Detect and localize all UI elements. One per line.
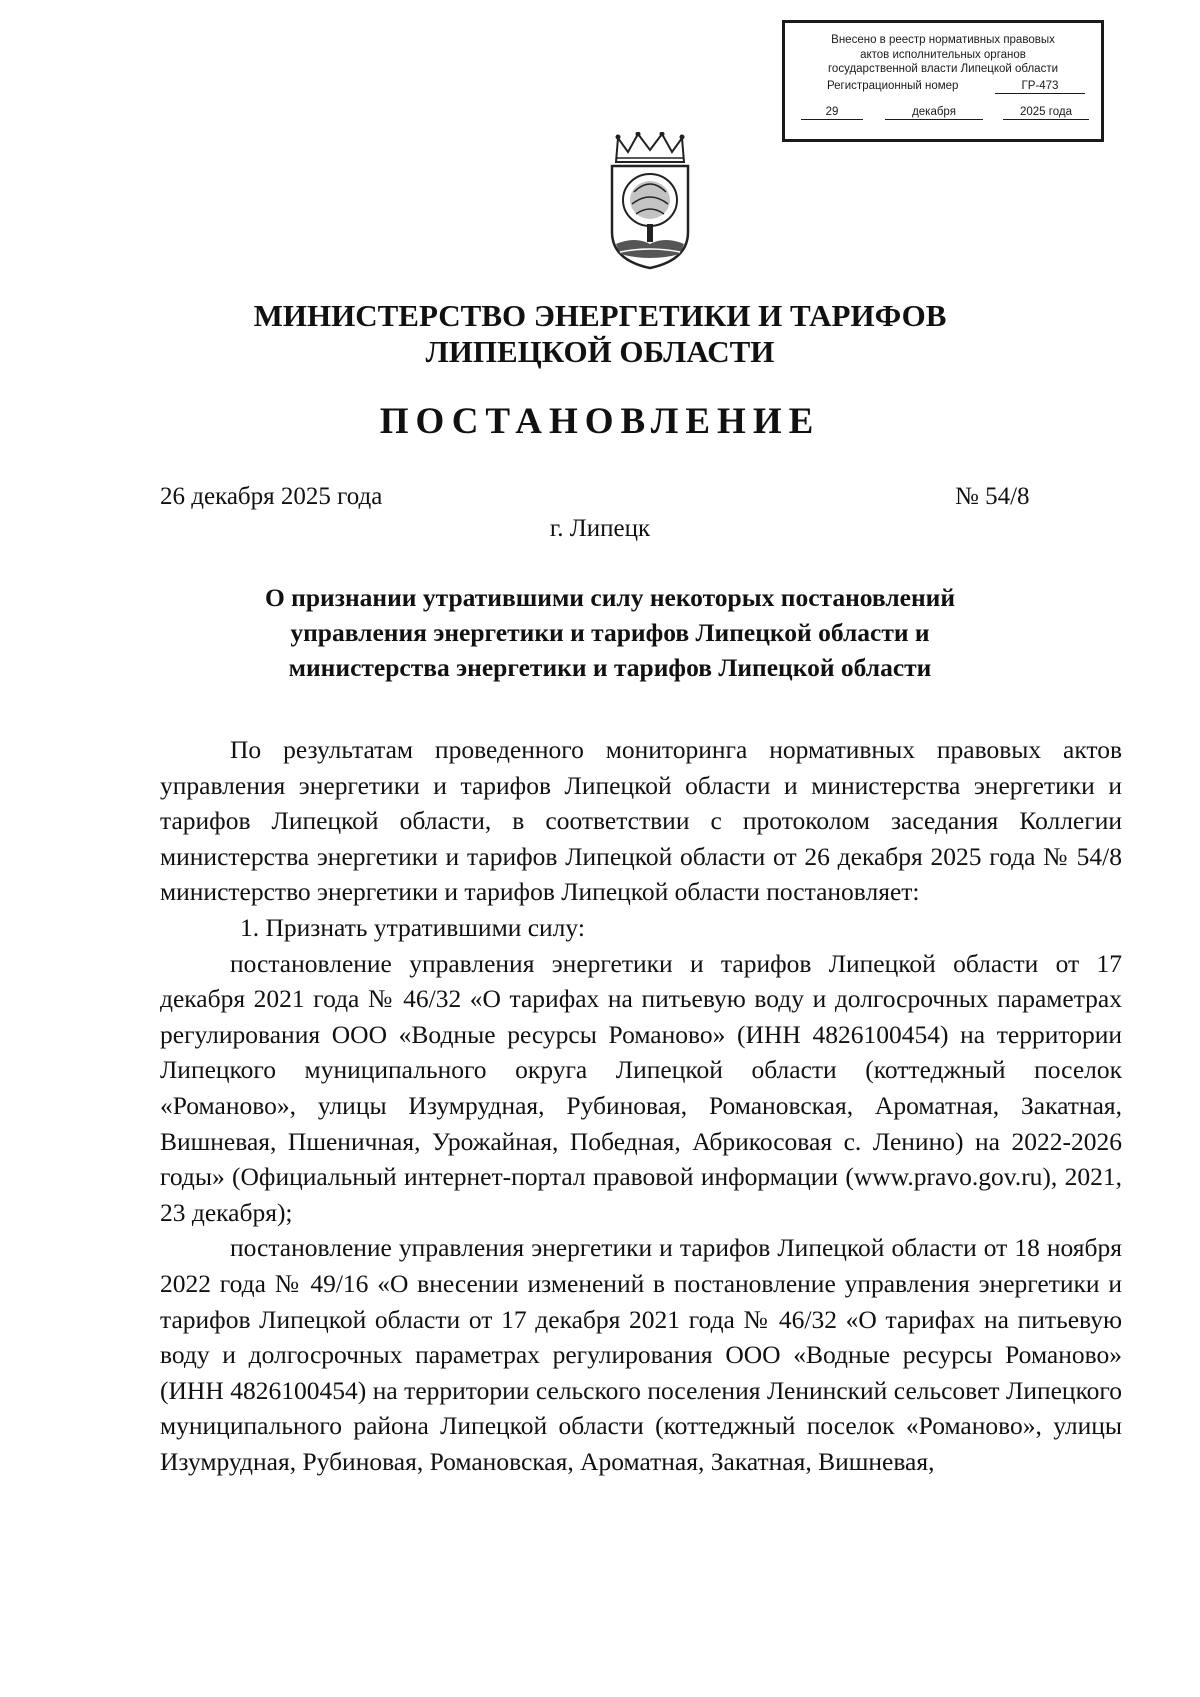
preamble-paragraph: По результатам проведенного мониторинга нормативных правовых актов управления энергетики и тарифов Липецкой области и министерства энергетики и тарифов Липецкой области, в соответствии с протоколом заседания Коллегии министерства энергетики и тарифов Липецкой области от 26 декабря 2025 года № 54/8 министерство энергетики и тарифов Липецкой области постановляет:: [160, 735, 1122, 907]
document-body: [160, 732, 1122, 1479]
document-number: № 54/8: [955, 483, 1030, 510]
lipetsk-coat-of-arms-icon: [600, 132, 700, 272]
stamp-date-day: 29: [801, 105, 863, 121]
stamp-registration-number: ГР-473: [995, 79, 1085, 95]
document-city: г. Липецк: [549, 515, 651, 542]
item-1-heading: 1. Признать утратившими силу:: [240, 912, 585, 942]
document-title-line-1: О признании утратившими силу некоторых постановлений: [264, 583, 956, 612]
ministry-name: [0, 298, 1200, 370]
repealed-act-2: постановление управления энергетики и тарифов Липецкой области от 18 ноября 2022 года № 49/16 «О внесении изменений в постановление управления энергетики и тарифов Липецкой области от 17 декабря 2021 года № 46/32 «О тарифах на питьевую воду и долгосрочных параметрах регулирования ООО «Водные ресурсы Романово» (ИНН 4826100454) на территории сельского поселения Ленинский сельсовет Липецкого муниципального района Липецкой области (коттеджный поселок «Романово», улицы Изумрудная, Рубиновая, Романовская, Ароматная, Закатная, Вишневая,: [160, 1233, 1122, 1476]
stamp-date-month: декабря: [885, 105, 983, 121]
document-title-line-2: управления энергетики и тарифов Липецкой области и: [290, 618, 930, 647]
stamp-line-2: актов исполнительных органов: [860, 48, 1026, 61]
stamp-line-3: государственной власти Липецкой области: [827, 63, 1059, 75]
document-title-line-3: министерства энергетики и тарифов Липецкой области: [288, 653, 932, 682]
stamp-date-row: [785, 105, 1101, 123]
document-title: [240, 580, 980, 685]
ministry-name-line-2: ЛИПЕЦКОЙ ОБЛАСТИ: [425, 334, 775, 369]
stamp-line-1: Внесено в реестр нормативных правовых: [831, 34, 1055, 46]
stamp-registration-label: Регистрационный номер: [827, 79, 959, 92]
stamp-date-year: 2025 года: [1003, 105, 1089, 121]
repealed-act-1: постановление управления энергетики и тарифов Липецкой области от 17 декабря 2021 года № 46/32 «О тарифах на питьевую воду и долгосрочных параметрах регулирования ООО «Водные ресурсы Романово» (ИНН 4826100454) на территории Липецкого муниципального округа Липецкой области (коттеджный поселок «Романово», улицы Изумрудная, Рубиновая, Романовская, Ароматная, Закатная, Вишневая, Пшеничная, Урожайная, Победная, Абрикосовая с. Ленино) на 2022-2026 годы» (Официальный интернет-портал правовой информации (www.pravo.gov.ru), 2021, 23 декабря);: [160, 948, 1122, 1227]
ministry-name-line-1: МИНИСТЕРСТВО ЭНЕРГЕТИКИ И ТАРИФОВ: [253, 298, 947, 333]
document-date: 26 декабря 2025 года: [160, 483, 383, 510]
registry-stamp: [782, 20, 1104, 142]
stamp-registration-row: [785, 79, 1101, 97]
document-type: ПОСТАНОВЛЕНИЕ: [379, 401, 821, 442]
